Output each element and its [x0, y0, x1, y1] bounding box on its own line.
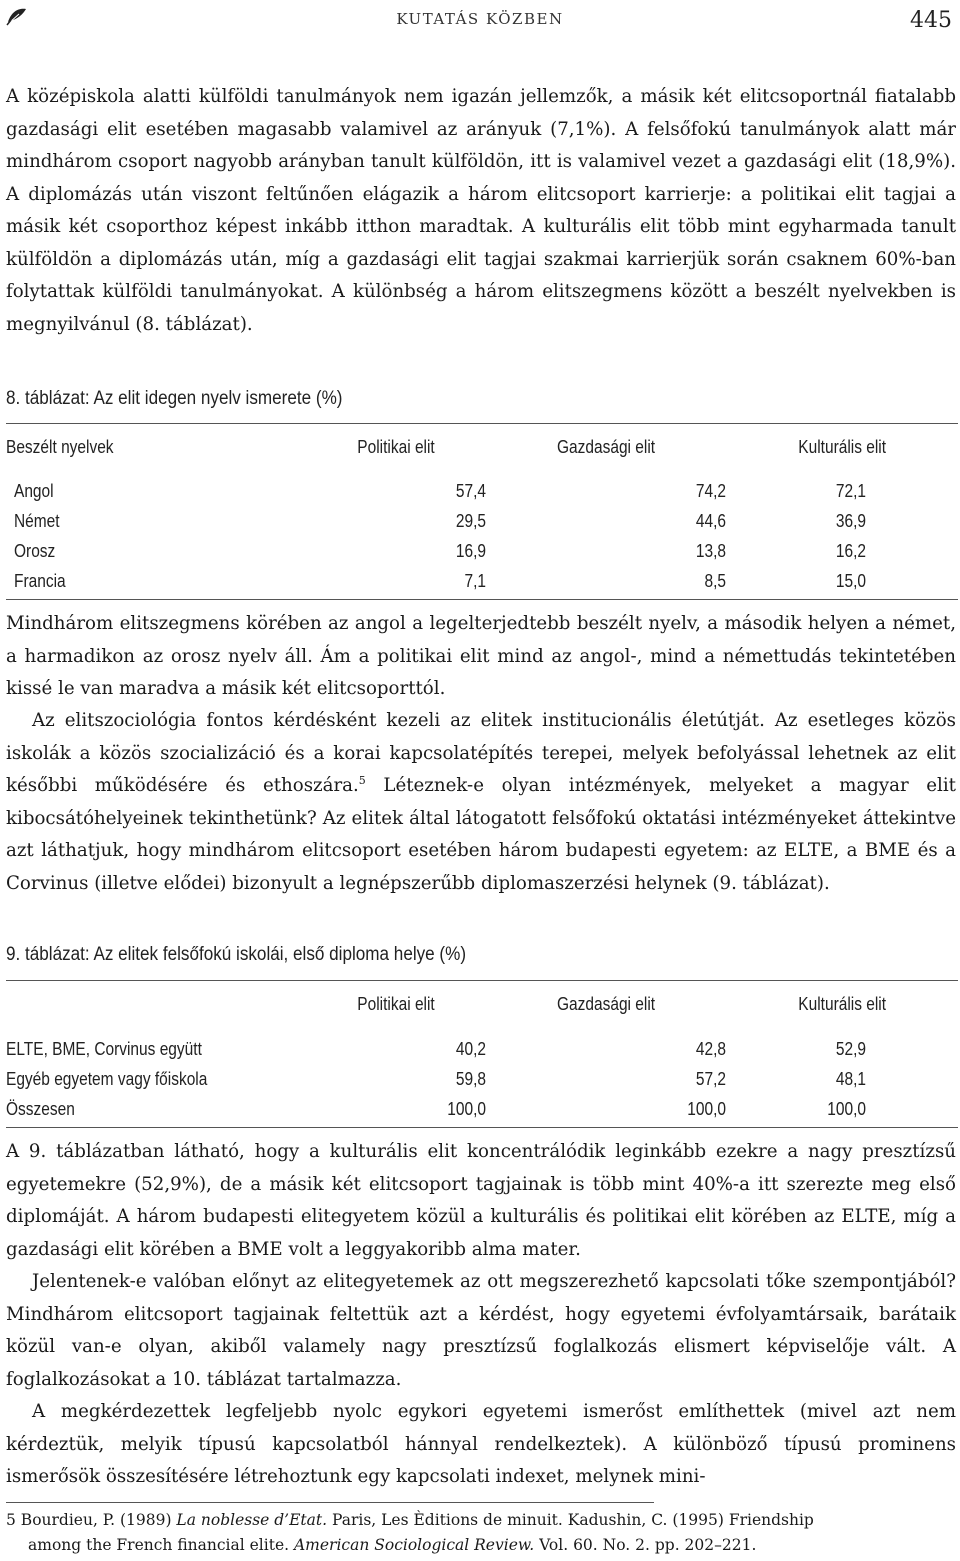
table-cell: Összesen [6, 1098, 75, 1119]
table-header-row [6, 988, 946, 1020]
table-8-bottom-rule [6, 599, 958, 600]
column-header: Politikai elit [357, 436, 435, 457]
table-cell: 36,9 [835, 510, 866, 531]
paragraph-foreign-studies: A középiskola alatti külföldi tanulmányok nem igazán jellemzők, a másik két elitcsoportnál fiatalabb gazdasági elit esetében magasabb valamivel az arányuk (7,1%). A felsőfokú tanulmányok alatt már mindhárom csoport nagyobb arányban tanult külföldön, itt is valamivel vezet a gazdasági elit (18,9%). A diplomázás után viszont feltűnően elágazik a három elitcsoport karrierje: a politikai elit tagjai a másik két csoporthoz képest inkább itthon maradtak. A kulturális elit több mint egyharmada tanult külföldön a diplomázás után, míg a gazdasági elit tagjai szakmai karrierjük során csaknem 60%-ban folytattak külföldi tanulmányokat. A különbség a három elitszegmens között a beszélt nyelvekben is megnyilvánul (8. táblázat). [6, 86, 956, 335]
table-cell: 100,0 [687, 1098, 726, 1119]
footnote-journal-title: American Sociological Review. [293, 1536, 535, 1554]
table-cell: Német [14, 510, 60, 531]
table-row [6, 1094, 946, 1124]
table-row [6, 1034, 946, 1064]
footnote-book-title: La noblesse d’Etat. [176, 1511, 328, 1529]
paragraph-language-results: Mindhárom elitszegmens körében az angol a legelterjedtebb beszélt nyelv, a második helyen a német, a harmadikon az orosz nyelv áll. Ám a politikai elit mind az angol-, mind a némettudás tekintetében kissé le van maradva a másik két elitcsoporttól. [6, 613, 956, 699]
table-9-caption: 9. táblázat: Az elitek felsőfokú iskolái, első diploma helye (%) [6, 944, 467, 965]
table-cell: 42,8 [695, 1038, 726, 1059]
table-cell: Angol [14, 480, 54, 501]
table-cell: 13,8 [695, 540, 726, 561]
table-cell: 52,9 [835, 1038, 866, 1059]
table-row [6, 506, 946, 536]
table-header-row [6, 432, 946, 462]
table-cell: 44,6 [695, 510, 726, 531]
table-cell: 8,5 [704, 570, 726, 591]
table-cell: Francia [14, 570, 66, 591]
page-header [0, 0, 960, 50]
table-cell: 57,2 [695, 1068, 726, 1089]
university-table [6, 988, 946, 1124]
table-row [6, 476, 946, 506]
column-header: Kulturális elit [798, 993, 886, 1014]
column-header: Gazdasági elit [556, 436, 656, 457]
table-cell: Orosz [14, 540, 56, 561]
table-cell: 40,2 [455, 1038, 486, 1059]
table-cell: Egyéb egyetem vagy főiskola [6, 1068, 208, 1089]
table-cell: 7,1 [464, 570, 486, 591]
footnote: 5 Bourdieu, P. (1989) La noblesse d’Etat. Paris, Les Èditions de minuit. Kadushin, C. (1995) Friendship among the French financial elite. American Sociological Review. Vol. 60. No. 2. pp. 202–221. [6, 1511, 814, 1554]
paragraph-relation-index: A megkérdezettek legfeljebb nyolc egykori egyetemi ismerőst említhettek (mivel azt nem kérdeztük, melyik típusú kapcsolatból hánnyal rendelkeztek). A különböző típusú prominens ismerősök összesítésére létrehoztunk egy kapcsolati indexet, melynek mini- [6, 1401, 956, 1487]
table-9-top-rule [6, 980, 958, 981]
table-cell: 100,0 [447, 1098, 486, 1119]
column-header: Gazdasági elit [556, 993, 656, 1014]
column-header: Beszélt nyelvek [6, 436, 114, 457]
table-cell: ELTE, BME, Corvinus együtt [6, 1038, 202, 1059]
table-8-top-rule [6, 423, 958, 424]
table-cell: 16,9 [455, 540, 486, 561]
page-number: 445 [910, 8, 952, 33]
column-header: Kulturális elit [798, 436, 886, 457]
table-row [6, 1064, 946, 1094]
table-row [6, 566, 946, 596]
language-table [6, 432, 946, 596]
paragraph-network-question: Jelentenek-e valóban előnyt az elitegyetemek az ott megszerezhető kapcsolati tőke szempontjából? Mindhárom elitcsoport tagjainak feltettük azt a kérdést, hogy egyetemi évfolyamtársaik, barátaik közül van-e olyan, akiből valamely nagy presztízsű foglalkozás elismert képviselője vált. A foglalkozásokat a 10. táblázat tartalmazza. [6, 1271, 956, 1390]
table-cell: 100,0 [827, 1098, 866, 1119]
table-cell: 72,1 [835, 480, 866, 501]
table-cell: 16,2 [835, 540, 866, 561]
paragraph-table-9-discussion: A 9. táblázatban látható, hogy a kulturális elit koncentrálódik leginkább ezekre a nagy presztízsű egyetemekre (52,9%), de a másik két elitcsoport tagjainak is több mint 40%-a itt szerezte meg első diplomáját. A három budapesti elitegyetem közül a kulturális és politikai elit körében az ELTE, míg a gazdasági elit körében a BME volt a leggyakoribb alma mater. [6, 1141, 956, 1260]
running-head: KUTATÁS KÖZBEN [396, 10, 564, 28]
table-row [6, 536, 946, 566]
footnote-reference: 5 [358, 774, 366, 787]
table-8-caption: 8. táblázat: Az elit idegen nyelv ismerete (%) [6, 388, 343, 409]
column-header: Politikai elit [357, 993, 435, 1014]
table-cell: 29,5 [455, 510, 486, 531]
table-cell: 48,1 [835, 1068, 866, 1089]
paragraph-institutional-careers: Az elitszociológia fontos kérdésként kezeli az elitek institucionális életútját. Az esetleges közös iskolák a közös szocializáció és a korai kapcsolatépítés terepei, melyek befolyással lehetnek az elit későbbi működésére és ethoszára.$^5$ Léteznek-e olyan intézmények, melyeket a magyar elit kibocsátóhelyeinek tekinthetünk? Az elitek által látogatott felsőfokú oktatási intézményeket áttekintve azt láthatjuk, hogy mindhárom elitcsoport esetében három budapesti egyetem: az ELTE, a BME és a Corvinus (illetve elődei) bizonyult a legnépszerűbb diplomaszerzési helynek (9. táblázat). [6, 710, 956, 894]
table-cell: 74,2 [695, 480, 726, 501]
table-9-bottom-rule [6, 1127, 958, 1128]
table-cell: 59,8 [455, 1068, 486, 1089]
table-cell: 57,4 [455, 480, 486, 501]
footnote-rule [6, 1502, 654, 1503]
table-cell: 15,0 [835, 570, 866, 591]
footnote-number: 5 [6, 1511, 16, 1529]
